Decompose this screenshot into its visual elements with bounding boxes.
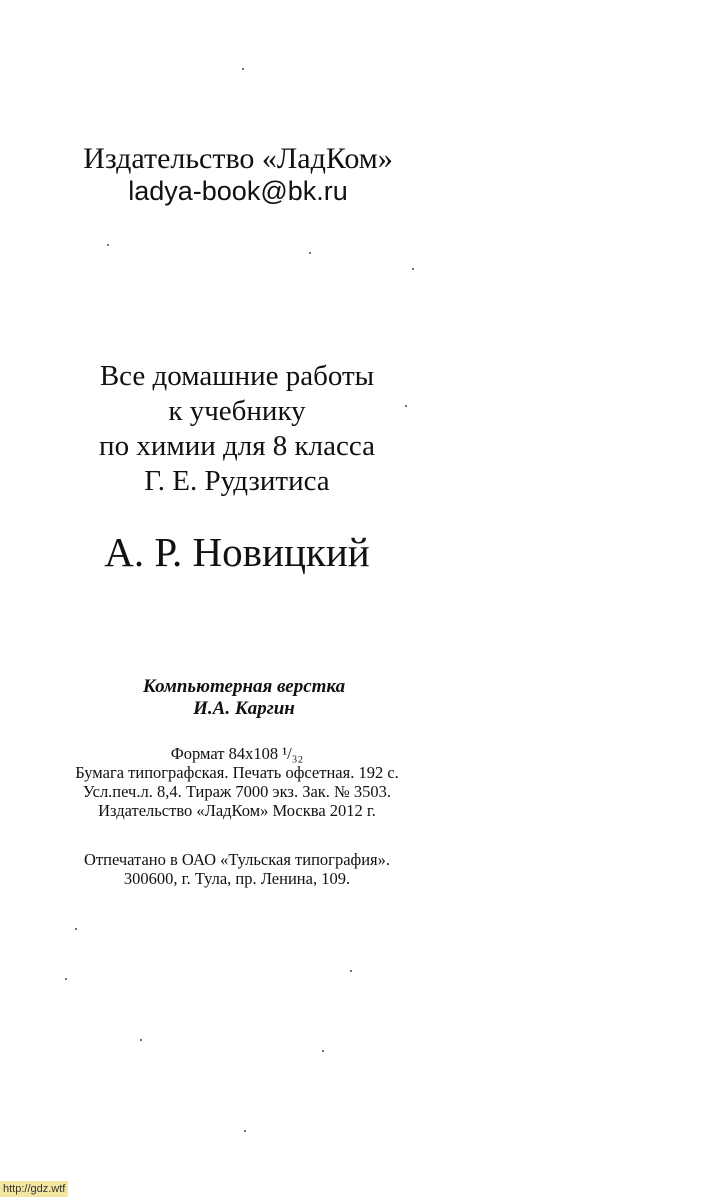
printer-name: Отпечатано в ОАО «Тульская типография». — [83, 850, 390, 869]
imprint-paper: Бумага типографская. Печать офсетная. 192 с. — [75, 763, 399, 782]
printer-address: 300600, г. Тула, пр. Ленина, 109. — [123, 869, 351, 888]
publisher-block — [0, 143, 476, 207]
imprint-publisher-city: Издательство «ЛадКом» Москва 2012 г. — [98, 801, 376, 820]
title-line: Г. Е. Рудзитиса — [144, 465, 330, 497]
printer-block — [0, 850, 474, 888]
credits-name: И.А. Каргин — [193, 698, 295, 719]
scan-speck — [322, 1050, 324, 1052]
publisher-email: ladya-book@bk.ru — [128, 176, 348, 206]
scan-speck — [107, 244, 109, 246]
scan-speck — [309, 252, 311, 254]
site-badge-link[interactable]: http://gdz.wtf — [0, 1181, 68, 1197]
scan-speck — [244, 1130, 246, 1132]
imprint-print-run: Усл.печ.л. 8,4. Тираж 7000 экз. Зак. № 3503. — [82, 782, 392, 801]
book-title — [0, 359, 474, 499]
author-name: А. Р. Новицкий — [104, 529, 370, 575]
scan-speck — [140, 1039, 142, 1041]
imprint-block — [0, 744, 474, 820]
title-line: по химии для 8 класса — [99, 430, 375, 462]
scan-speck — [412, 268, 414, 270]
scan-speck — [350, 970, 352, 972]
credits-role: Компьютерная верстка — [142, 676, 346, 697]
scan-speck — [242, 68, 244, 70]
title-line: Все домашние работы — [99, 360, 375, 392]
credits-block — [0, 676, 488, 720]
scan-speck — [75, 928, 77, 930]
publisher-name: Издательство «ЛадКом» — [83, 142, 393, 175]
scan-speck — [65, 978, 67, 980]
imprint-format: Формат 84x108 ¹/₃₂ — [170, 744, 304, 763]
title-line: к учебнику — [168, 395, 306, 427]
